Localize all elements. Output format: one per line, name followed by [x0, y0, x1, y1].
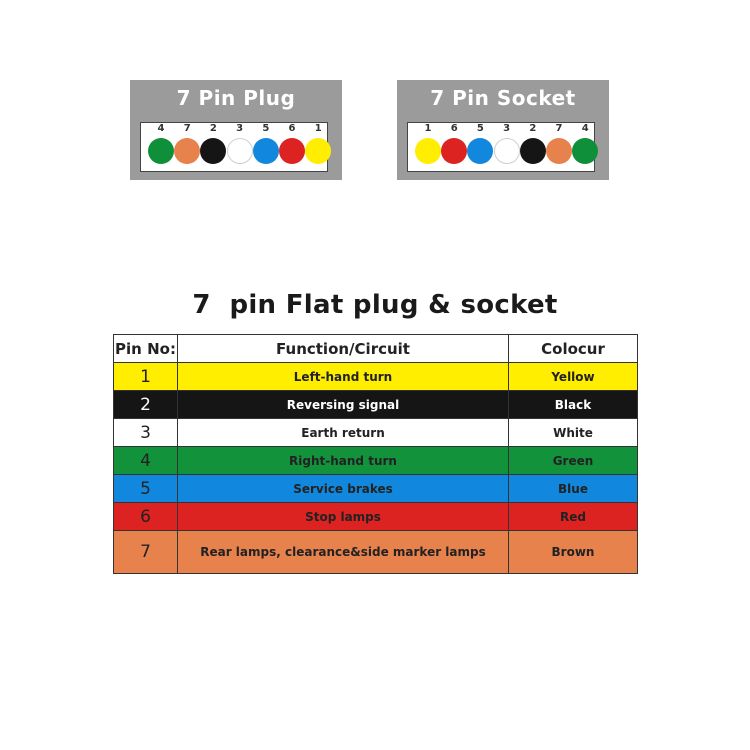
- socket-pin-dot: [572, 138, 598, 164]
- socket-pin-dot: [520, 138, 546, 164]
- plug-pin-dot: [200, 138, 226, 164]
- colour-cell: Brown: [509, 531, 638, 574]
- socket-pin-number: 5: [476, 123, 484, 134]
- plug-pin: [227, 123, 253, 171]
- plug-pin-number: 2: [209, 123, 217, 134]
- socket-pin-dot: [546, 138, 572, 164]
- function-cell: Right-hand turn: [178, 447, 509, 475]
- socket-pin: [572, 123, 598, 171]
- socket-pin: [467, 123, 493, 171]
- plug-title: 7 Pin Plug: [176, 86, 296, 110]
- function-cell: Rear lamps, clearance&side marker lamps: [178, 531, 509, 574]
- socket-pin-dot: [467, 138, 493, 164]
- pin-number-cell: 3: [114, 419, 178, 447]
- plug-pin-number: 4: [157, 123, 165, 134]
- socket-pin: [441, 123, 467, 171]
- table-row: [114, 419, 638, 447]
- table-row: [114, 447, 638, 475]
- socket-pin-dot: [494, 138, 520, 164]
- socket-pin-dot: [441, 138, 467, 164]
- socket-pin-number: 1: [424, 123, 432, 134]
- colour-cell: Blue: [509, 475, 638, 503]
- pin-number-cell: 1: [114, 363, 178, 391]
- header-pin-no: Pin No:: [114, 335, 178, 363]
- colour-cell: Yellow: [509, 363, 638, 391]
- function-cell: Stop lamps: [178, 503, 509, 531]
- pin-number-cell: 4: [114, 447, 178, 475]
- pin-number-cell: 5: [114, 475, 178, 503]
- function-cell: Earth return: [178, 419, 509, 447]
- plug-pin: [200, 123, 226, 171]
- table-header-row: [114, 335, 638, 363]
- pin-number-cell: 6: [114, 503, 178, 531]
- page-title: 7 pin Flat plug & socket: [192, 290, 558, 320]
- plug-pin-dot: [174, 138, 200, 164]
- table-row: [114, 363, 638, 391]
- plug-pin: [279, 123, 305, 171]
- table-row: [114, 475, 638, 503]
- colour-cell: Red: [509, 503, 638, 531]
- colour-cell: White: [509, 419, 638, 447]
- plug-pin-number: 1: [314, 123, 322, 134]
- plug-pin-dot: [227, 138, 253, 164]
- plug-pin: [148, 123, 174, 171]
- socket-title: 7 Pin Socket: [430, 86, 576, 110]
- plug-pin-dot: [148, 138, 174, 164]
- pin-number-cell: 2: [114, 391, 178, 419]
- colour-cell: Black: [509, 391, 638, 419]
- socket-pin-number: 6: [450, 123, 458, 134]
- plug-pin-number: 7: [183, 123, 191, 134]
- plug-pin-dot: [253, 138, 279, 164]
- socket-pin-number: 3: [503, 123, 511, 134]
- function-cell: Left-hand turn: [178, 363, 509, 391]
- function-cell: Service brakes: [178, 475, 509, 503]
- plug-pin-dot: [305, 138, 331, 164]
- pin-number-cell: 7: [114, 531, 178, 574]
- table-row: [114, 391, 638, 419]
- socket-pin-number: 4: [581, 123, 589, 134]
- socket-pin-dot: [415, 138, 441, 164]
- plug-pin-number: 6: [288, 123, 296, 134]
- plug-pin-number: 5: [262, 123, 270, 134]
- pin-table: [113, 334, 638, 574]
- plug-pin-number: 3: [236, 123, 244, 134]
- socket-face: [407, 122, 595, 172]
- socket-pin-number: 7: [555, 123, 563, 134]
- plug-pin: [174, 123, 200, 171]
- header-colour: Colocur: [509, 335, 638, 363]
- plug-pin: [253, 123, 279, 171]
- socket-pin: [415, 123, 441, 171]
- table-row: [114, 503, 638, 531]
- colour-cell: Green: [509, 447, 638, 475]
- plug-diagram: [130, 80, 342, 180]
- plug-pin-dot: [279, 138, 305, 164]
- socket-pin-number: 2: [529, 123, 537, 134]
- header-function: Function/Circuit: [178, 335, 509, 363]
- table-row: [114, 531, 638, 574]
- socket-pin: [520, 123, 546, 171]
- socket-pin: [546, 123, 572, 171]
- plug-pin: [305, 123, 331, 171]
- socket-diagram: [397, 80, 609, 180]
- socket-pin: [494, 123, 520, 171]
- plug-face: [140, 122, 328, 172]
- function-cell: Reversing signal: [178, 391, 509, 419]
